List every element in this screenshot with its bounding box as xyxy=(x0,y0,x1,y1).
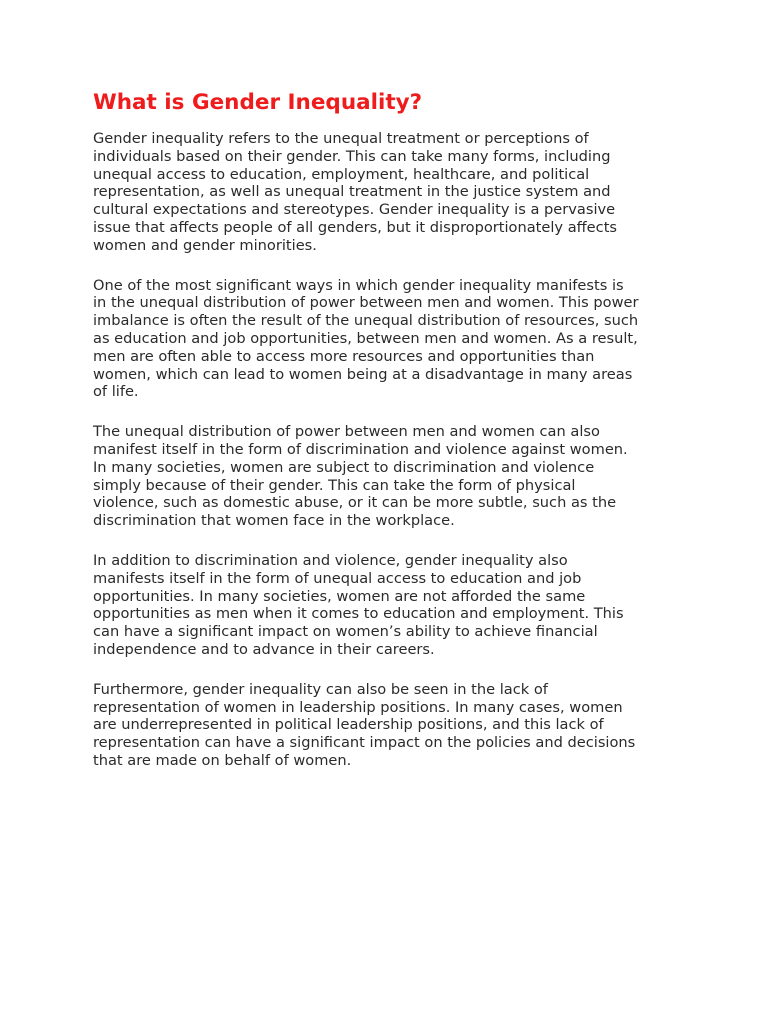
document-title: What is Gender Inequality? xyxy=(93,90,423,115)
paragraph-3: The unequal distribution of power between men and women can also manifest itself in the form of discrimination and violence against women. In many societies, women are subject to discrimination and violence simply because of their gender. This can take the form of physical violence, such as domestic abuse, or it can be more subtle, such as the discrimination that women face in the workplace. xyxy=(93,423,628,530)
document-page xyxy=(93,88,683,792)
paragraph-1: Gender inequality refers to the unequal treatment or perceptions of individuals based on their gender. This can take many forms, including unequal access to education, employment, healthcare, and political representation, as well as unequal treatment in the justice system and cultural expectations and stereotypes. Gender inequality is a pervasive issue that affects people of all genders, but it disproportionately affects women and gender minorities. xyxy=(93,130,618,254)
paragraph-2: One of the most significant ways in which gender inequality manifests is in the unequal distribution of power between men and women. This power imbalance is often the result of the unequal distribution of resources, such as education and job opportunities, between men and women. As a result, men are often able to access more resources and opportunities than women, which can lead to women being at a disadvantage in many areas of life. xyxy=(93,276,639,401)
paragraph-5: Furthermore, gender inequality can also be seen in the lack of representation of women in leadership positions. In many cases, women are underrepresented in political leadership positions, and this lack of representation can have a significant impact on the policies and decisions that are made on behalf of women. xyxy=(93,680,636,769)
paragraph-4: In addition to discrimination and violence, gender inequality also manifests itself in the form of unequal access to education and job opportunities. In many societies, women are not afforded the same opportunities as men when it comes to education and employment. This can have a significant impact on women’s ability to achieve financial independence and to advance in their careers. xyxy=(93,551,624,658)
